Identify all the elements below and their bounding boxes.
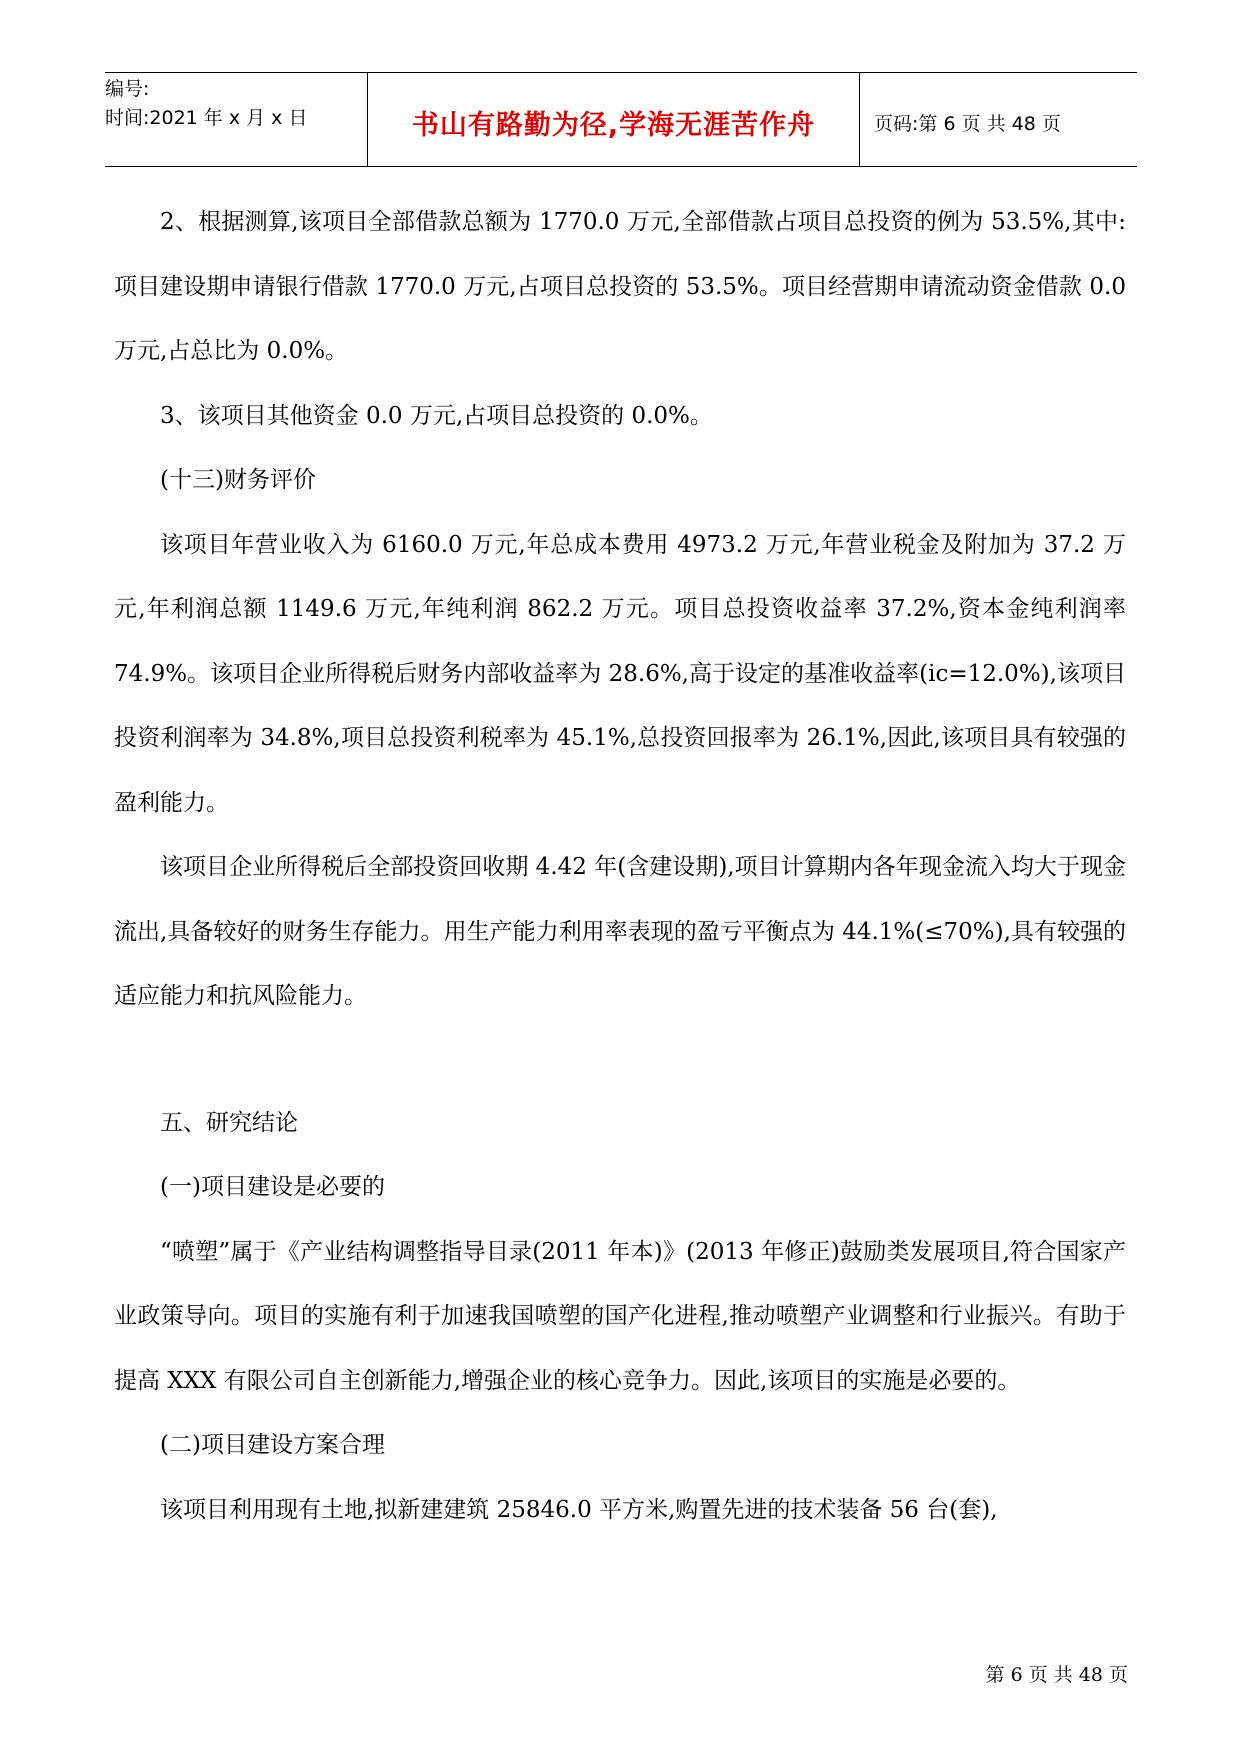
document-code-label: 编号: xyxy=(105,78,150,100)
document-body xyxy=(114,190,1126,1542)
header-meta xyxy=(105,73,367,166)
paragraph-financial-evaluation: 该项目年营业收入为 6160.0 万元,年总成本费用 4973.2 万元,年营业税金及附加为 37.2 万元,年利润总额 1149.6 万元,年纯利润 862.2 万元。项目总投资收益率 37.2%,资本金纯利润率 74.9%。该项目企业所得税后财务内部收益率为 28.6%,高于设定的基准收益率(ic=12.0%),该项目投资利润率为 34.8%,项目总投资利税率为 45.1%,总投资回报率为 26.1%,因此,该项目具有较强的盈利能力。 xyxy=(114,531,1126,816)
heading-research-conclusion: 五、研究结论 xyxy=(160,1109,298,1136)
page-header xyxy=(105,72,1137,167)
heading-necessity: (一)项目建设是必要的 xyxy=(160,1174,385,1200)
paragraph-plan: 该项目利用现有土地,拟新建建筑 25846.0 平方米,购置先进的技术装备 56 台(套), xyxy=(160,1496,998,1523)
paragraph-loan-estimate: 2、根据测算,该项目全部借款总额为 1770.0 万元,全部借款占项目总投资的例为 53.5%,其中:项目建设期申请银行借款 1770.0 万元,占项目总投资的 53.5%。项目经营期申请流动资金借款 0.0 万元,占总比为 0.0%。 xyxy=(114,209,1126,364)
paragraph-other-funds: 3、该项目其他资金 0.0 万元,占项目总投资的 0.0%。 xyxy=(160,402,713,429)
paragraph-payback-period: 该项目企业所得税后全部投资回收期 4.42 年(含建设期),项目计算期内各年现金流入均大于现金流出,具备较好的财务生存能力。用生产能力利用率表现的盈亏平衡点为 44.1%(≤70%),具有较强的适应能力和抗风险能力。 xyxy=(114,854,1126,1009)
page-footer-number: 第 6 页 共 48 页 xyxy=(985,1664,1128,1686)
header-page-info: 页码:第 6 页 共 48 页 xyxy=(874,113,1061,135)
heading-plan-reasonable: (二)项目建设方案合理 xyxy=(160,1432,385,1458)
section-gap xyxy=(114,1029,1126,1091)
heading-financial-evaluation: (十三)财务评价 xyxy=(160,467,316,493)
header-motto: 书山有路勤为径,学海无涯苦作舟 xyxy=(367,73,860,166)
document-time-label: 时间:2021 年 x 月 x 日 xyxy=(105,107,308,129)
paragraph-necessity: “喷塑”属于《产业结构调整指导目录(2011 年本)》(2013 年修正)鼓励类发展项目,符合国家产业政策导向。项目的实施有利于加速我国喷塑的国产化进程,推动喷塑产业调整和行业振兴。有助于提高 XXX 有限公司自主创新能力,增强企业的核心竞争力。因此,该项目的实施是必要的。 xyxy=(114,1238,1126,1394)
